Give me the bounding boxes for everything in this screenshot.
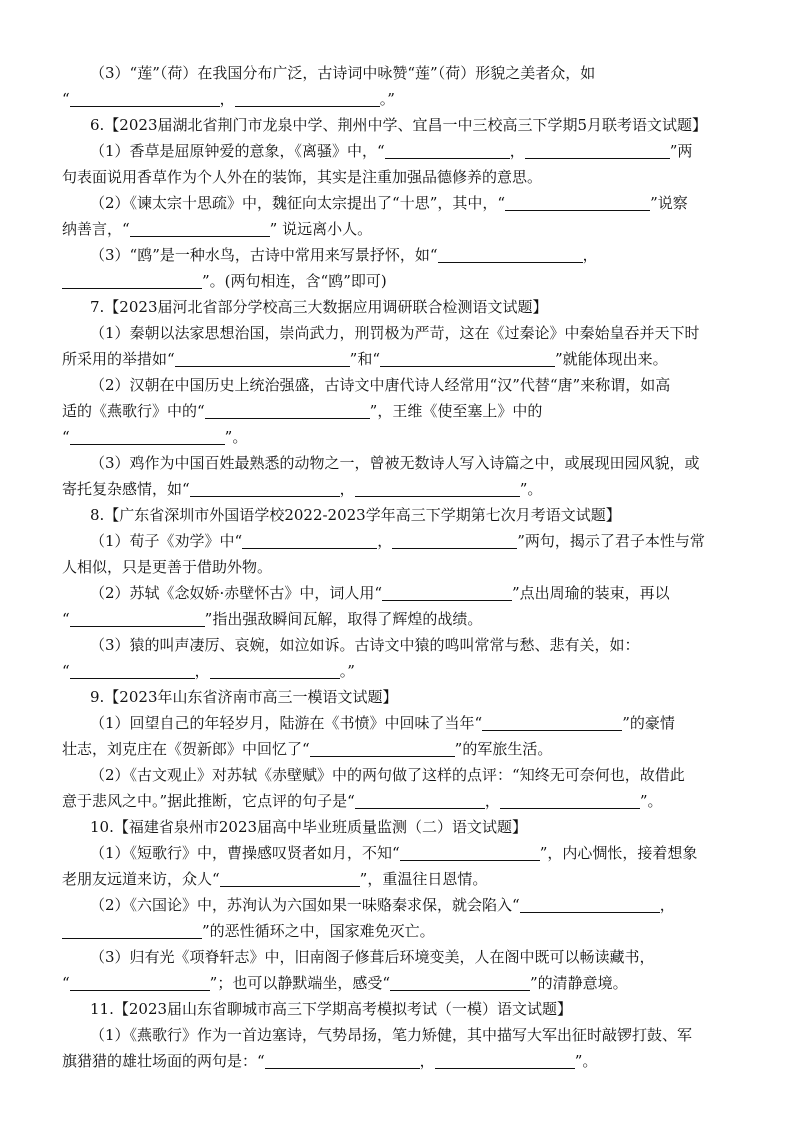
answer-blank[interactable] [242,532,377,549]
answer-blank[interactable] [355,480,520,497]
answer-blank[interactable] [235,90,380,107]
text-line: （1）《燕歌行》作为一首边塞诗，气势昂扬，笔力矫健，其中描写大军出征时敲锣打鼓、军 [90,1026,693,1044]
question-source: 10.【福建省泉州市2023届高中毕业班质量监测（二）语文试题】 [90,818,528,836]
answer-blank[interactable] [400,844,540,861]
answer-blank[interactable] [382,584,512,601]
text-line: “ ， 。” [62,662,355,680]
text-line: （1）荀子《劝学》中“ ， ”两句，揭示了君子本性与常 [90,532,705,550]
answer-blank[interactable] [392,532,517,549]
question-source: 8.【广东省深圳市外国语学校2022-2023学年高三下学期第七次月考语文试题】 [90,506,621,524]
text-line: （2）汉朝在中国历史上统治强盛，古诗文中唐代诗人经常用“汉”代替“唐”来称谓，如高 [90,376,671,394]
text-line: 寄托复杂感情，如“ ， ”。 [62,480,543,498]
answer-blank[interactable] [310,740,455,757]
answer-blank[interactable] [210,662,340,679]
question-source: 9.【2023年山东省济南市高三一模语文试题】 [90,688,398,706]
answer-blank[interactable] [385,142,510,159]
answer-blank[interactable] [205,402,370,419]
answer-blank[interactable] [525,142,670,159]
text-line: ”的恶性循环之中，国家难免灭亡。 [62,918,742,944]
answer-blank[interactable] [500,792,640,809]
text-line: 壮志，刘克庄在《贺新郎》中回忆了“ ”的军旅生活。 [62,740,553,758]
text-line: （2）《古文观止》对苏轼《赤壁赋》中的两句做了这样的点评：“知终无可奈何也，故借此 [90,766,685,784]
text-line: （3）归有光《项脊轩志》中，旧南阁子修葺后环境变美，人在阁中既可以畅读藏书， [90,948,655,966]
answer-blank[interactable] [190,480,340,497]
answer-blank[interactable] [70,90,220,107]
question-source: 7.【2023届河北省部分学校高三大数据应用调研联合检测语文试题】 [90,298,548,316]
text-line: 老朋友远道来访，众人“ ”，重温往日恩情。 [62,870,488,888]
answer-blank[interactable] [520,896,660,913]
answer-blank[interactable] [355,792,485,809]
text-line: “ ”；也可以静默端坐，感受“ ”的清静意境。 [62,974,628,992]
text-line: （3）鸡作为中国百姓最熟悉的动物之一，曾被无数诗人写入诗篇之中，或展现田园风貌，或 [90,454,700,472]
answer-blank[interactable] [380,350,555,367]
answer-blank[interactable] [70,974,210,991]
answer-blank[interactable] [175,350,350,367]
text-line: 句表面说用香草作为个人外在的装饰，其实是注重加强品德修养的意思。 [62,168,543,186]
text-line: “ ”。 [62,428,248,446]
answer-blank[interactable] [482,714,622,731]
text-line: 意于悲风之中。”据此推断，它点评的句子是“ ， ”。 [62,792,663,810]
answer-blank[interactable] [70,610,205,627]
answer-blank[interactable] [130,220,270,237]
text-line: （3）“莲”（荷）在我国分布广泛，古诗词中咏赞“莲”（荷）形貌之美者众，如 [90,64,596,82]
text-line: （2）《六国论》中，苏洵认为六国如果一味赂秦求保，就会陷入“ ， [90,896,675,914]
answer-blank[interactable] [435,1052,575,1069]
answer-blank[interactable] [438,246,583,263]
text-line: 人相似，只是更善于借助外物。 [62,558,273,576]
text-line: 适的《燕歌行》中的“ ”，王维《使至塞上》中的 [62,402,543,420]
question-source: 11.【2023届山东省聊城市高三下学期高考模拟考试（一模）语文试题】 [90,1000,573,1018]
answer-blank[interactable] [70,662,195,679]
text-line: 所采用的举措如“ ”和“ ”就能体现出来。 [62,350,668,368]
text-line: （1）香草是屈原钟爱的意象，《离骚》中，“ ， ”两 [90,142,693,160]
text-line: （3）猿的叫声凄厉、哀婉，如泣如诉。古诗文中猿的鸣叫常常与愁、悲有关，如： [90,636,640,654]
answer-blank[interactable] [62,922,202,939]
answer-blank[interactable] [70,428,225,445]
text-line: （2）《谏太宗十思疏》中，魏征向太宗提出了“十思”，其中，“ ”说察 [90,194,688,212]
answer-blank[interactable] [505,194,650,211]
text-line: ”。(两句相连，含“鸥”即可) [62,268,742,294]
text-line: （1）秦朝以法家思想治国，崇尚武力，刑罚极为严苛，这在《过秦论》中秦始皇吞并天下时 [90,324,700,342]
answer-blank[interactable] [390,974,530,991]
text-line: （3）“鸥”是一种水鸟，古诗中常用来写景抒怀，如“ ， [90,246,598,264]
answer-blank[interactable] [265,1052,420,1069]
answer-blank[interactable] [220,870,360,887]
text-line: （1）《短歌行》中，曹操感叹贤者如月，不知“ ”，内心惆怅，接着想象 [90,844,698,862]
text-line: 纳善言，“ ” 说远离小人。 [62,220,373,238]
question-source: 6.【2023届湖北省荆门市龙泉中学、荆州中学、宜昌一中三校高三下学期5月联考语文试题】 [90,116,708,134]
answer-blank[interactable] [62,272,202,289]
text-line: “ ”指出强敌瞬间瓦解，取得了辉煌的战绩。 [62,610,483,628]
text-line: （2）苏轼《念奴娇·赤壁怀古》中，词人用“ ”点出周瑜的装束，再以 [90,584,670,602]
text-line: （1）回望自己的年轻岁月，陆游在《书愤》中回味了当年“ ”的豪情 [90,714,675,732]
text-line: 旗猎猎的雄壮场面的两句是：“ ， ”。 [62,1052,598,1070]
text-line: “ ， 。” [62,90,395,108]
